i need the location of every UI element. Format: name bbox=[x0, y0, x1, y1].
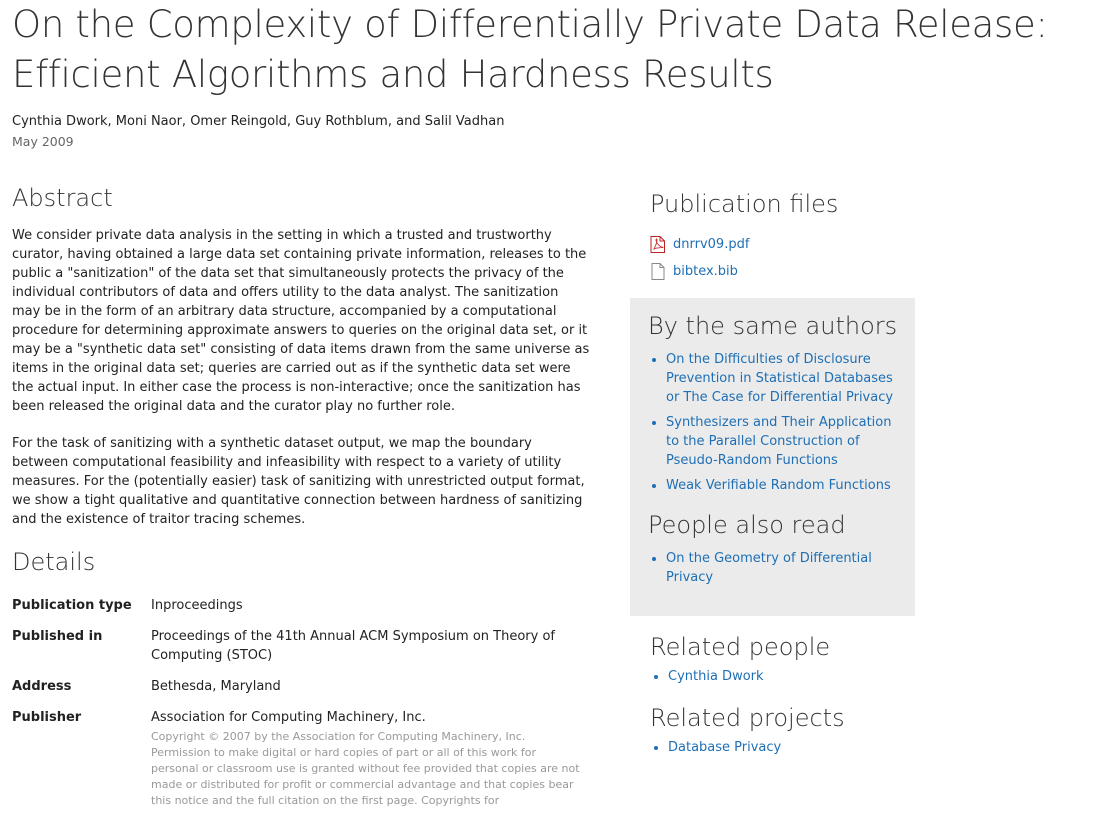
abstract-paragraph-1: We consider private data analysis in the setting in which a trusted and trustworthy curator, having obtained a large data set containing private information, releases to the public a "sanitization" of the data set that simultaneously protects the privacy of the individual contributors of data and offers utility to the data analyst. The sanitization may be in the form of an arbitrary data structure, accompanied by a computational procedure for determining approximate answers to queries on the original data set, or it may be a "synthetic data set" consisting of data items drawn from the same universe as items in the original data set; queries are carried out as if the synthetic data set were the actual input. In either case the process is non-interactive; once the sanitization has been released the original data and the curator play no further role. bbox=[12, 228, 590, 414]
related-section bbox=[650, 633, 915, 763]
person-link[interactable]: Cynthia Dwork bbox=[668, 669, 764, 684]
details-row-published-in bbox=[12, 627, 582, 665]
also-read-heading: People also read bbox=[648, 511, 846, 539]
publication-link[interactable]: Synthesizers and Their Application to the Parallel Construction of Pseudo-Random Functions bbox=[666, 415, 892, 468]
file-icon bbox=[650, 263, 666, 280]
related-projects-list bbox=[650, 738, 915, 757]
file-pdf[interactable] bbox=[650, 231, 915, 258]
details-row-address bbox=[12, 677, 582, 696]
same-authors-list bbox=[648, 350, 908, 495]
details-table bbox=[12, 596, 582, 821]
details-row-type bbox=[12, 596, 582, 615]
abstract-heading: Abstract bbox=[12, 184, 113, 212]
publisher-name: Association for Computing Machinery, Inc. bbox=[151, 710, 426, 725]
sidebar-related-box bbox=[630, 298, 915, 616]
details-heading: Details bbox=[12, 548, 96, 576]
details-label: Publisher bbox=[12, 710, 82, 725]
list-item[interactable] bbox=[666, 350, 908, 407]
details-label: Address bbox=[12, 679, 72, 694]
file-link[interactable]: dnrrv09.pdf bbox=[673, 237, 750, 252]
publication-link[interactable]: On the Difficulties of Disclosure Prevention in Statistical Databases or The Case for Differential Privacy bbox=[666, 352, 894, 405]
project-link[interactable]: Database Privacy bbox=[668, 740, 782, 755]
list-item[interactable] bbox=[666, 476, 908, 495]
files-list bbox=[650, 231, 915, 285]
publication-files bbox=[650, 190, 915, 285]
related-people-heading: Related people bbox=[650, 633, 831, 661]
list-item[interactable] bbox=[666, 549, 908, 587]
files-heading: Publication files bbox=[650, 190, 839, 218]
details-label: Published in bbox=[12, 629, 103, 644]
list-item[interactable] bbox=[666, 413, 908, 470]
title-line-1: On the Complexity of Differentially Private Data Release: bbox=[12, 3, 1048, 46]
authors: Cynthia Dwork, Moni Naor, Omer Reingold, Guy Rothblum, and Salil Vadhan bbox=[12, 114, 505, 129]
file-link[interactable]: bibtex.bib bbox=[673, 264, 738, 279]
file-bib[interactable] bbox=[650, 258, 915, 285]
list-item[interactable] bbox=[668, 667, 915, 686]
page-title bbox=[12, 0, 1112, 100]
title-line-2: Efficient Algorithms and Hardness Results bbox=[12, 53, 774, 96]
copyright-notice: Copyright © 2007 by the Association for Computing Machinery, Inc. Permission to make digital or hard copies of part or all of this work for personal or classroom use is granted without fee provided that copies are not made or distributed for profit or commercial advantage and that copies bear this notice and the full citation on the first page. Copyrights for bbox=[151, 730, 580, 807]
related-projects-heading: Related projects bbox=[650, 704, 845, 732]
details-value: Proceedings of the 41th Annual ACM Symposium on Theory of Computing (STOC) bbox=[151, 629, 555, 663]
details-value: Inproceedings bbox=[151, 598, 243, 613]
publication-link[interactable]: On the Geometry of Differential Privacy bbox=[666, 551, 872, 585]
details-value: Bethesda, Maryland bbox=[151, 679, 281, 694]
related-people-list bbox=[650, 667, 915, 686]
details-row-publisher bbox=[12, 708, 582, 809]
abstract-body bbox=[12, 226, 590, 547]
same-authors-heading: By the same authors bbox=[648, 312, 898, 340]
publication-link[interactable]: Weak Verifiable Random Functions bbox=[666, 478, 891, 493]
details-label: Publication type bbox=[12, 598, 132, 613]
details-value bbox=[151, 708, 582, 809]
abstract-paragraph-2: For the task of sanitizing with a synthetic dataset output, we map the boundary between computational feasibility and infeasibility with respect to a variety of utility measures. For the (potentially easier) task of sanitizing with unrestricted output format, we show a tight qualitative and quantitative connection between hardness of sanitizing and the existence of traitor tracing schemes. bbox=[12, 436, 585, 527]
publication-date: May 2009 bbox=[12, 134, 74, 149]
list-item[interactable] bbox=[668, 738, 915, 757]
also-read-list bbox=[648, 549, 908, 587]
pdf-file-icon bbox=[650, 236, 666, 253]
